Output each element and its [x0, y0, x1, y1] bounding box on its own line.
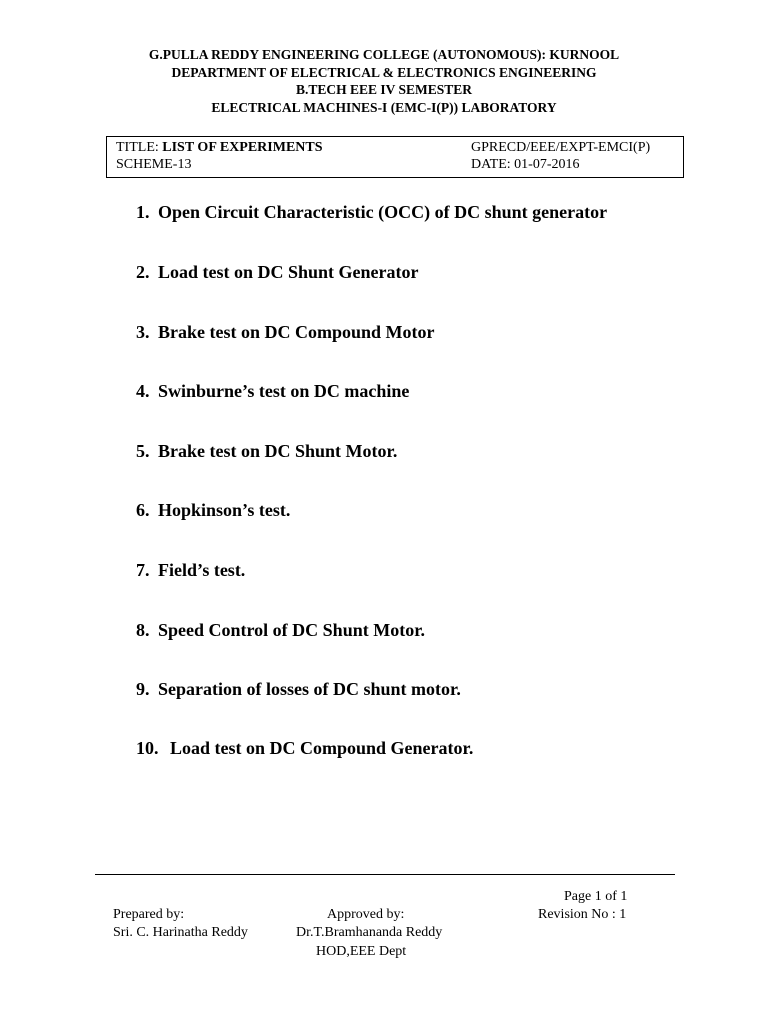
experiment-item: 5. Brake test on DC Shunt Motor. [136, 441, 398, 461]
date-field: DATE: 01-07-2016 [471, 157, 580, 172]
approved-by-name: Dr.T.Bramhananda Reddy [296, 925, 443, 940]
experiment-item: 2. Load test on DC Shunt Generator [136, 262, 419, 282]
footer-divider [95, 874, 675, 875]
experiment-item: 6. Hopkinson’s test. [136, 500, 291, 520]
doc-code-field: GPRECD/EEE/EXPT-EMCI(P) [471, 140, 651, 155]
scheme-field: SCHEME-13 [116, 157, 192, 172]
page-number: Page 1 of 1 [564, 889, 628, 904]
title-field [116, 139, 323, 156]
title-value: LIST OF EXPERIMENTS [162, 140, 323, 155]
prepared-by-label: Prepared by: [113, 907, 185, 922]
approved-by-label: Approved by: [327, 907, 405, 922]
experiment-item: 4. Swinburne’s test on DC machine [136, 381, 410, 401]
prepared-by-name: Sri. C. Harinatha Reddy [113, 925, 248, 940]
experiment-item: 3. Brake test on DC Compound Motor [136, 322, 435, 342]
revision-number: Revision No : 1 [538, 907, 627, 922]
lab-name: ELECTRICAL MACHINES-I (EMC-I(P)) LABORATORY [211, 99, 557, 115]
experiment-item: 9. Separation of losses of DC shunt motor. [136, 679, 461, 699]
title-label: TITLE: [116, 140, 163, 155]
experiment-item: 7. Field’s test. [136, 560, 246, 580]
title-box [106, 136, 684, 178]
experiment-item: 1. Open Circuit Characteristic (OCC) of DC shunt generator [136, 202, 608, 222]
experiment-item: 8. Speed Control of DC Shunt Motor. [136, 620, 426, 640]
document-header [0, 46, 768, 116]
department-name: DEPARTMENT OF ELECTRICAL & ELECTRONICS ENGINEERING [171, 64, 597, 80]
semester-line: B.TECH EEE IV SEMESTER [295, 82, 473, 97]
experiment-item: 10. Load test on DC Compound Generator. [136, 738, 474, 758]
college-name: G.PULLA REDDY ENGINEERING COLLEGE (AUTONOMOUS): KURNOOL [148, 47, 620, 62]
approved-by-title: HOD,EEE Dept [316, 944, 407, 959]
